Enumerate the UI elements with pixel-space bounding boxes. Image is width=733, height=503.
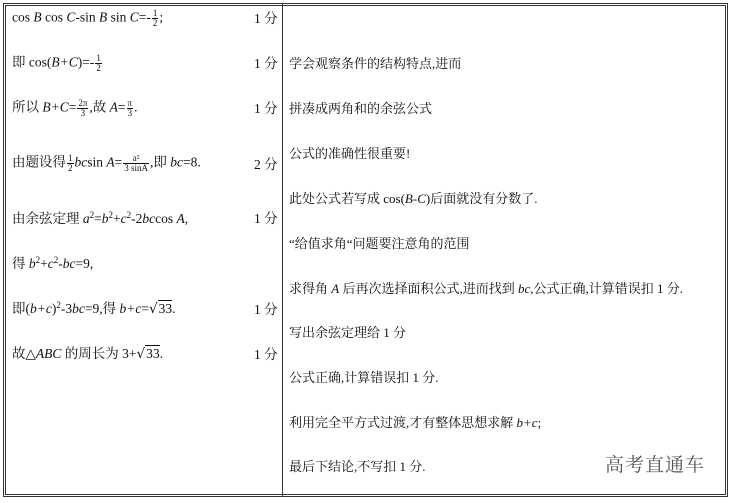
note-10: 最后下结论,不写扣 1 分. [289,459,426,474]
fraction: $\frac{1}{2}$ [96,53,101,73]
note-8: 公式正确,计算错误扣 1 分. [289,370,439,385]
score-2: 1 分 [254,56,278,71]
note-6: 求得角 A 后再次选择面积公式,进而找到 bc,公式正确,计算错误扣 1 分. [289,281,684,296]
square-root: √33 [136,346,160,362]
note-5: “给值求角“问题要注意角的范围 [289,236,470,251]
note-7: 写出余弦定理给 1 分 [289,325,407,340]
note-4: 此处公式若写成 cos(B-C)后面就没有分数了. [289,191,538,206]
score-7: 1 分 [254,302,278,317]
step-4-formula: 由题设得 $\frac{1}{2}$ bcsin A= $\frac{\text{a²}}{3 \sin A}$ ,即 bc=8. [12,153,201,173]
note-9: 利用完全平方式过渡,才有整体思想求解 b+c; [289,415,542,430]
square-root: √33 [148,301,173,317]
step-6-formula: 得 $b^2+c^2-bc=9$, [12,255,94,271]
triangle-symbol: △ [25,346,36,362]
step-8-formula: 故△ABC 的周长为 3+√33. [12,346,163,362]
fraction: $\frac{\pi}{3}$ [127,98,133,118]
step-1-formula: cos B cos C-sin B sin C=- $\frac{1}{2}$ ; [12,8,164,28]
step-3-formula: 所以 B+C= $\frac{2\pi}{3}$ ,故 A= $\frac{\pi}{3}$ . [12,98,138,118]
fraction: $\frac{1}{2}$ [152,8,158,28]
score-3: 1 分 [254,101,278,116]
score-1: 1 分 [254,11,278,26]
note-1: 学会观察条件的结构特点,进而 [289,56,462,71]
score-5: 1 分 [254,211,278,226]
fraction: $\frac{2\pi}{3}$ [78,98,88,118]
step-7-formula: 即$(b+c)^2-3bc=9$,得 b+c=√33. [12,300,176,317]
note-2: 拼凑成两角和的余弦公式 [289,101,433,116]
score-4: 2 分 [254,157,278,172]
score-8: 1 分 [254,347,278,362]
fraction: $\frac{\text{a²}}{3 \sin A}$ [124,153,149,173]
fraction: $\frac{1}{2}$ [68,153,73,173]
step-5-formula: 由余弦定理 $a^2=b^2+c^2-2bccos$ A, [12,210,189,226]
step-2-formula: 即 cos(B+C)=- $\frac{1}{2}$ [12,53,101,73]
note-3: 公式的准确性很重要! [289,146,411,161]
column-divider [282,3,283,497]
watermark-text: 高考直通车 [604,454,705,476]
